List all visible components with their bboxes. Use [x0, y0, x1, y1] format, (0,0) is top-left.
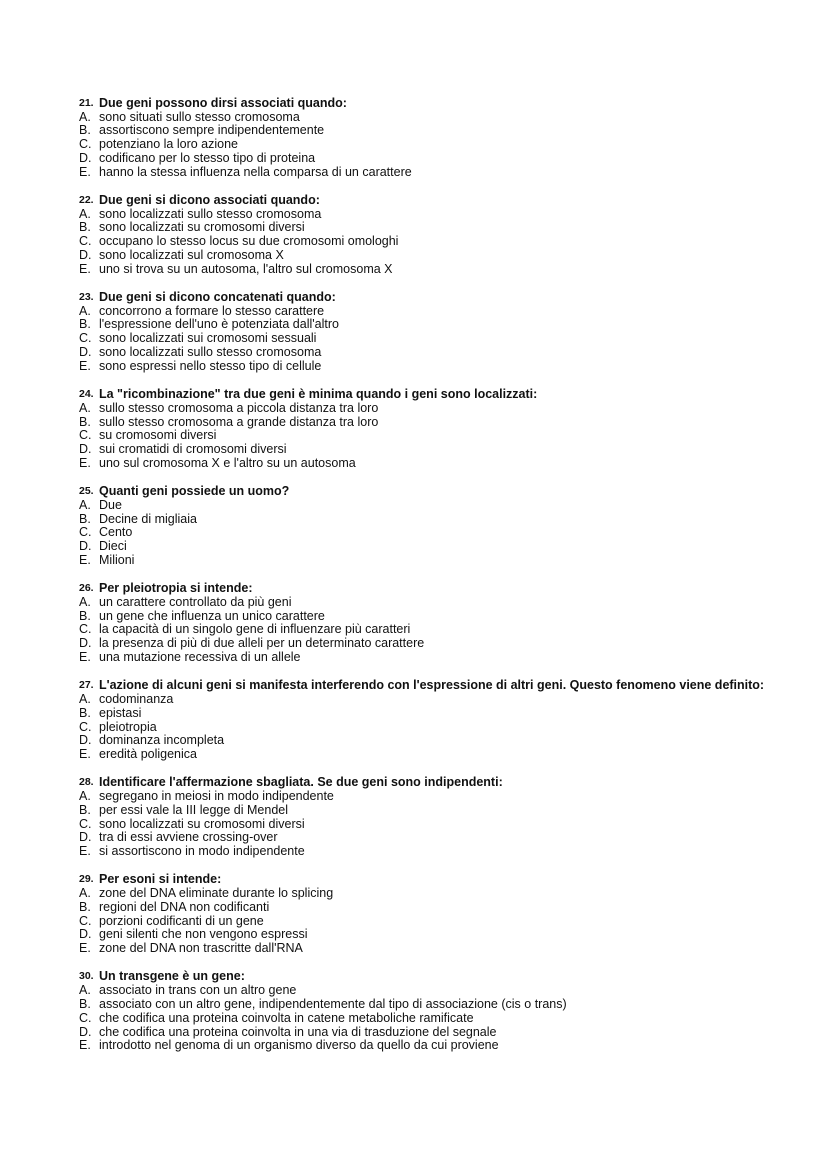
question-28	[79, 775, 779, 859]
question-29	[79, 872, 779, 956]
answer-option	[79, 111, 779, 125]
question-title	[79, 193, 779, 208]
option-text: sullo stesso cromosoma a piccola distanza tra loro	[99, 400, 379, 415]
question-number: 27.	[79, 679, 94, 692]
answer-option	[79, 1026, 779, 1040]
option-text: Milioni	[99, 553, 135, 568]
option-text: sono localizzati sul cromosoma X	[99, 248, 284, 263]
option-text: Dieci	[99, 539, 127, 554]
answer-option	[79, 263, 779, 277]
question-24	[79, 387, 779, 471]
answer-option	[79, 402, 779, 416]
option-letter: B.	[79, 414, 91, 429]
option-letter: A.	[79, 400, 91, 415]
option-text: per essi vale la III legge di Mendel	[99, 802, 288, 817]
answer-option	[79, 610, 779, 624]
option-letter: E.	[79, 456, 91, 471]
option-text: sono localizzati sullo stesso cromosoma	[99, 345, 322, 360]
option-letter: E.	[79, 262, 91, 277]
answer-option	[79, 915, 779, 929]
answer-option	[79, 901, 779, 915]
option-letter: B.	[79, 802, 91, 817]
option-letter: D.	[79, 1024, 92, 1039]
option-letter: C.	[79, 137, 92, 152]
answer-option	[79, 124, 779, 138]
question-text: L'azione di alcuni geni si manifesta interferendo con l'espressione di altri geni. Questo fenomeno viene definito:	[99, 678, 765, 693]
question-text: Due geni si dicono associati quando:	[99, 193, 320, 208]
option-text: la capacità di un singolo gene di influenzare più caratteri	[99, 622, 411, 637]
option-text: segregano in meiosi in modo indipendente	[99, 788, 334, 803]
answer-option	[79, 637, 779, 651]
option-letter: B.	[79, 123, 91, 138]
answer-option	[79, 651, 779, 665]
option-text: sono localizzati sullo stesso cromosoma	[99, 206, 322, 221]
option-text: occupano lo stesso locus su due cromosomi omologhi	[99, 234, 399, 249]
option-text: un gene che influenza un unico carattere	[99, 608, 325, 623]
option-text: codominanza	[99, 691, 174, 706]
option-text: geni silenti che non vengono espressi	[99, 927, 308, 942]
answer-option	[79, 249, 779, 263]
question-number: 25.	[79, 485, 94, 498]
option-letter: A.	[79, 594, 91, 609]
option-letter: B.	[79, 511, 91, 526]
answer-option	[79, 887, 779, 901]
option-text: sono situati sullo stesso cromosoma	[99, 109, 300, 124]
question-title	[79, 775, 779, 790]
option-letter: D.	[79, 636, 92, 651]
option-letter: C.	[79, 913, 92, 928]
option-letter: D.	[79, 442, 92, 457]
option-letter: E.	[79, 553, 91, 568]
question-number: 30.	[79, 970, 94, 983]
question-21	[79, 96, 779, 180]
question-number: 21.	[79, 97, 94, 109]
option-text: su cromosomi diversi	[99, 428, 217, 443]
answer-option	[79, 623, 779, 637]
option-text: introdotto nel genoma di un organismo diverso da quello da cui proviene	[99, 1038, 499, 1053]
option-letter: E.	[79, 844, 91, 859]
option-letter: C.	[79, 525, 92, 540]
option-text: Due	[99, 497, 122, 512]
answer-option	[79, 305, 779, 319]
answer-option	[79, 790, 779, 804]
option-text: dominanza incompleta	[99, 733, 225, 748]
question-26	[79, 581, 779, 665]
option-letter: C.	[79, 331, 92, 346]
option-letter: D.	[79, 733, 92, 748]
option-letter: A.	[79, 691, 91, 706]
question-title	[79, 484, 779, 499]
option-letter: D.	[79, 539, 92, 554]
answer-option	[79, 928, 779, 942]
option-text: sono localizzati sui cromosomi sessuali	[99, 331, 317, 346]
answer-option	[79, 693, 779, 707]
option-letter: A.	[79, 982, 91, 997]
option-text: porzioni codificanti di un gene	[99, 913, 264, 928]
option-letter: B.	[79, 608, 91, 623]
option-letter: A.	[79, 788, 91, 803]
option-text: regioni del DNA non codificanti	[99, 899, 270, 914]
option-letter: B.	[79, 705, 91, 720]
question-title	[79, 581, 779, 596]
option-letter: D.	[79, 830, 92, 845]
question-number: 28.	[79, 776, 94, 789]
answer-option	[79, 1039, 779, 1053]
option-text: un carattere controllato da più geni	[99, 594, 292, 609]
option-text: uno si trova su un autosoma, l'altro sul cromosoma X	[99, 262, 393, 277]
answer-option	[79, 138, 779, 152]
answer-option	[79, 526, 779, 540]
answer-option	[79, 748, 779, 762]
option-letter: E.	[79, 359, 91, 374]
question-text: Due geni si dicono concatenati quando:	[99, 290, 336, 305]
answer-option	[79, 818, 779, 832]
option-letter: C.	[79, 428, 92, 443]
question-title	[79, 969, 779, 984]
option-letter: B.	[79, 317, 91, 332]
answer-option	[79, 831, 779, 845]
question-text: Per pleiotropia si intende:	[99, 581, 253, 596]
answer-option	[79, 429, 779, 443]
answer-option	[79, 166, 779, 180]
option-text: eredità poligenica	[99, 747, 197, 762]
answer-option	[79, 707, 779, 721]
option-letter: A.	[79, 497, 91, 512]
option-text: si assortiscono in modo indipendente	[99, 844, 305, 859]
answer-option	[79, 721, 779, 735]
option-letter: A.	[79, 109, 91, 124]
question-text: Per esoni si intende:	[99, 872, 222, 887]
answer-option	[79, 804, 779, 818]
question-text: Identificare l'affermazione sbagliata. Se due geni sono indipendenti:	[99, 775, 503, 790]
option-text: zone del DNA eliminate durante lo splicing	[99, 885, 334, 900]
answer-option	[79, 346, 779, 360]
answer-option	[79, 360, 779, 374]
question-title	[79, 290, 779, 305]
answer-option	[79, 1012, 779, 1026]
answer-option	[79, 540, 779, 554]
question-title	[79, 872, 779, 887]
question-22	[79, 193, 779, 277]
option-text: sono localizzati su cromosomi diversi	[99, 816, 305, 831]
question-title	[79, 96, 779, 111]
option-letter: E.	[79, 941, 91, 956]
question-number: 24.	[79, 388, 94, 401]
option-letter: E.	[79, 650, 91, 665]
option-text: che codifica una proteina coinvolta in catene metaboliche ramificate	[99, 1010, 474, 1025]
option-letter: B.	[79, 996, 91, 1011]
option-text: l'espressione dell'uno è potenziata dall'altro	[99, 317, 339, 332]
option-text: codificano per lo stesso tipo di proteina	[99, 151, 316, 166]
option-letter: C.	[79, 234, 92, 249]
option-text: zone del DNA non trascritte dall'RNA	[99, 941, 303, 956]
question-title	[79, 678, 779, 693]
option-text: sullo stesso cromosoma a grande distanza tra loro	[99, 414, 379, 429]
option-text: pleiotropia	[99, 719, 157, 734]
answer-option	[79, 318, 779, 332]
question-text: Un transgene è un gene:	[99, 969, 245, 984]
question-number: 29.	[79, 873, 94, 886]
answer-option	[79, 942, 779, 956]
question-27	[79, 678, 779, 762]
option-letter: E.	[79, 165, 91, 180]
question-text: La "ricombinazione" tra due geni è minima quando i geni sono localizzati:	[99, 387, 538, 402]
question-text: Due geni possono dirsi associati quando:	[99, 96, 347, 110]
option-text: sono localizzati su cromosomi diversi	[99, 220, 305, 235]
answer-option	[79, 443, 779, 457]
option-text: associato con un altro gene, indipendentemente dal tipo di associazione (cis o trans)	[99, 996, 567, 1011]
option-letter: A.	[79, 885, 91, 900]
option-text: sono espressi nello stesso tipo di cellule	[99, 359, 322, 374]
option-letter: C.	[79, 719, 92, 734]
question-title	[79, 387, 779, 402]
answer-option	[79, 152, 779, 166]
option-text: tra di essi avviene crossing-over	[99, 830, 278, 845]
answer-option	[79, 208, 779, 222]
option-text: concorrono a formare lo stesso carattere	[99, 303, 325, 318]
option-text: hanno la stessa influenza nella comparsa di un carattere	[99, 165, 412, 180]
answer-option	[79, 235, 779, 249]
option-letter: C.	[79, 816, 92, 831]
option-text: assortiscono sempre indipendentemente	[99, 123, 325, 138]
answer-option	[79, 734, 779, 748]
question-30	[79, 969, 779, 1053]
option-text: la presenza di più di due alleli per un determinato carattere	[99, 636, 425, 651]
option-letter: D.	[79, 345, 92, 360]
option-text: che codifica una proteina coinvolta in una via di trasduzione del segnale	[99, 1024, 497, 1039]
option-letter: C.	[79, 622, 92, 637]
option-text: una mutazione recessiva di un allele	[99, 650, 301, 665]
option-letter: E.	[79, 1038, 91, 1053]
option-letter: D.	[79, 151, 92, 166]
option-letter: C.	[79, 1010, 92, 1025]
answer-option	[79, 984, 779, 998]
option-letter: B.	[79, 220, 91, 235]
option-text: epistasi	[99, 705, 142, 720]
option-text: Decine di migliaia	[99, 511, 197, 526]
option-text: potenziano la loro azione	[99, 137, 238, 152]
option-letter: A.	[79, 303, 91, 318]
option-letter: D.	[79, 248, 92, 263]
answer-option	[79, 332, 779, 346]
answer-option	[79, 416, 779, 430]
question-25	[79, 484, 779, 568]
question-23	[79, 290, 779, 374]
option-text: uno sul cromosoma X e l'altro su un autosoma	[99, 456, 356, 471]
answer-option	[79, 499, 779, 513]
option-letter: B.	[79, 899, 91, 914]
question-number: 26.	[79, 582, 94, 595]
answer-option	[79, 513, 779, 527]
answer-option	[79, 554, 779, 568]
answer-option	[79, 457, 779, 471]
answer-option	[79, 998, 779, 1012]
answer-option	[79, 596, 779, 610]
question-list	[79, 96, 779, 1066]
question-number: 23.	[79, 291, 94, 304]
option-letter: D.	[79, 927, 92, 942]
option-letter: A.	[79, 206, 91, 221]
answer-option	[79, 845, 779, 859]
question-text: Quanti geni possiede un uomo?	[99, 484, 290, 499]
option-letter: E.	[79, 747, 91, 762]
question-number: 22.	[79, 194, 94, 207]
answer-option	[79, 221, 779, 235]
option-text: Cento	[99, 525, 133, 540]
option-text: associato in trans con un altro gene	[99, 982, 297, 997]
option-text: sui cromatidi di cromosomi diversi	[99, 442, 287, 457]
